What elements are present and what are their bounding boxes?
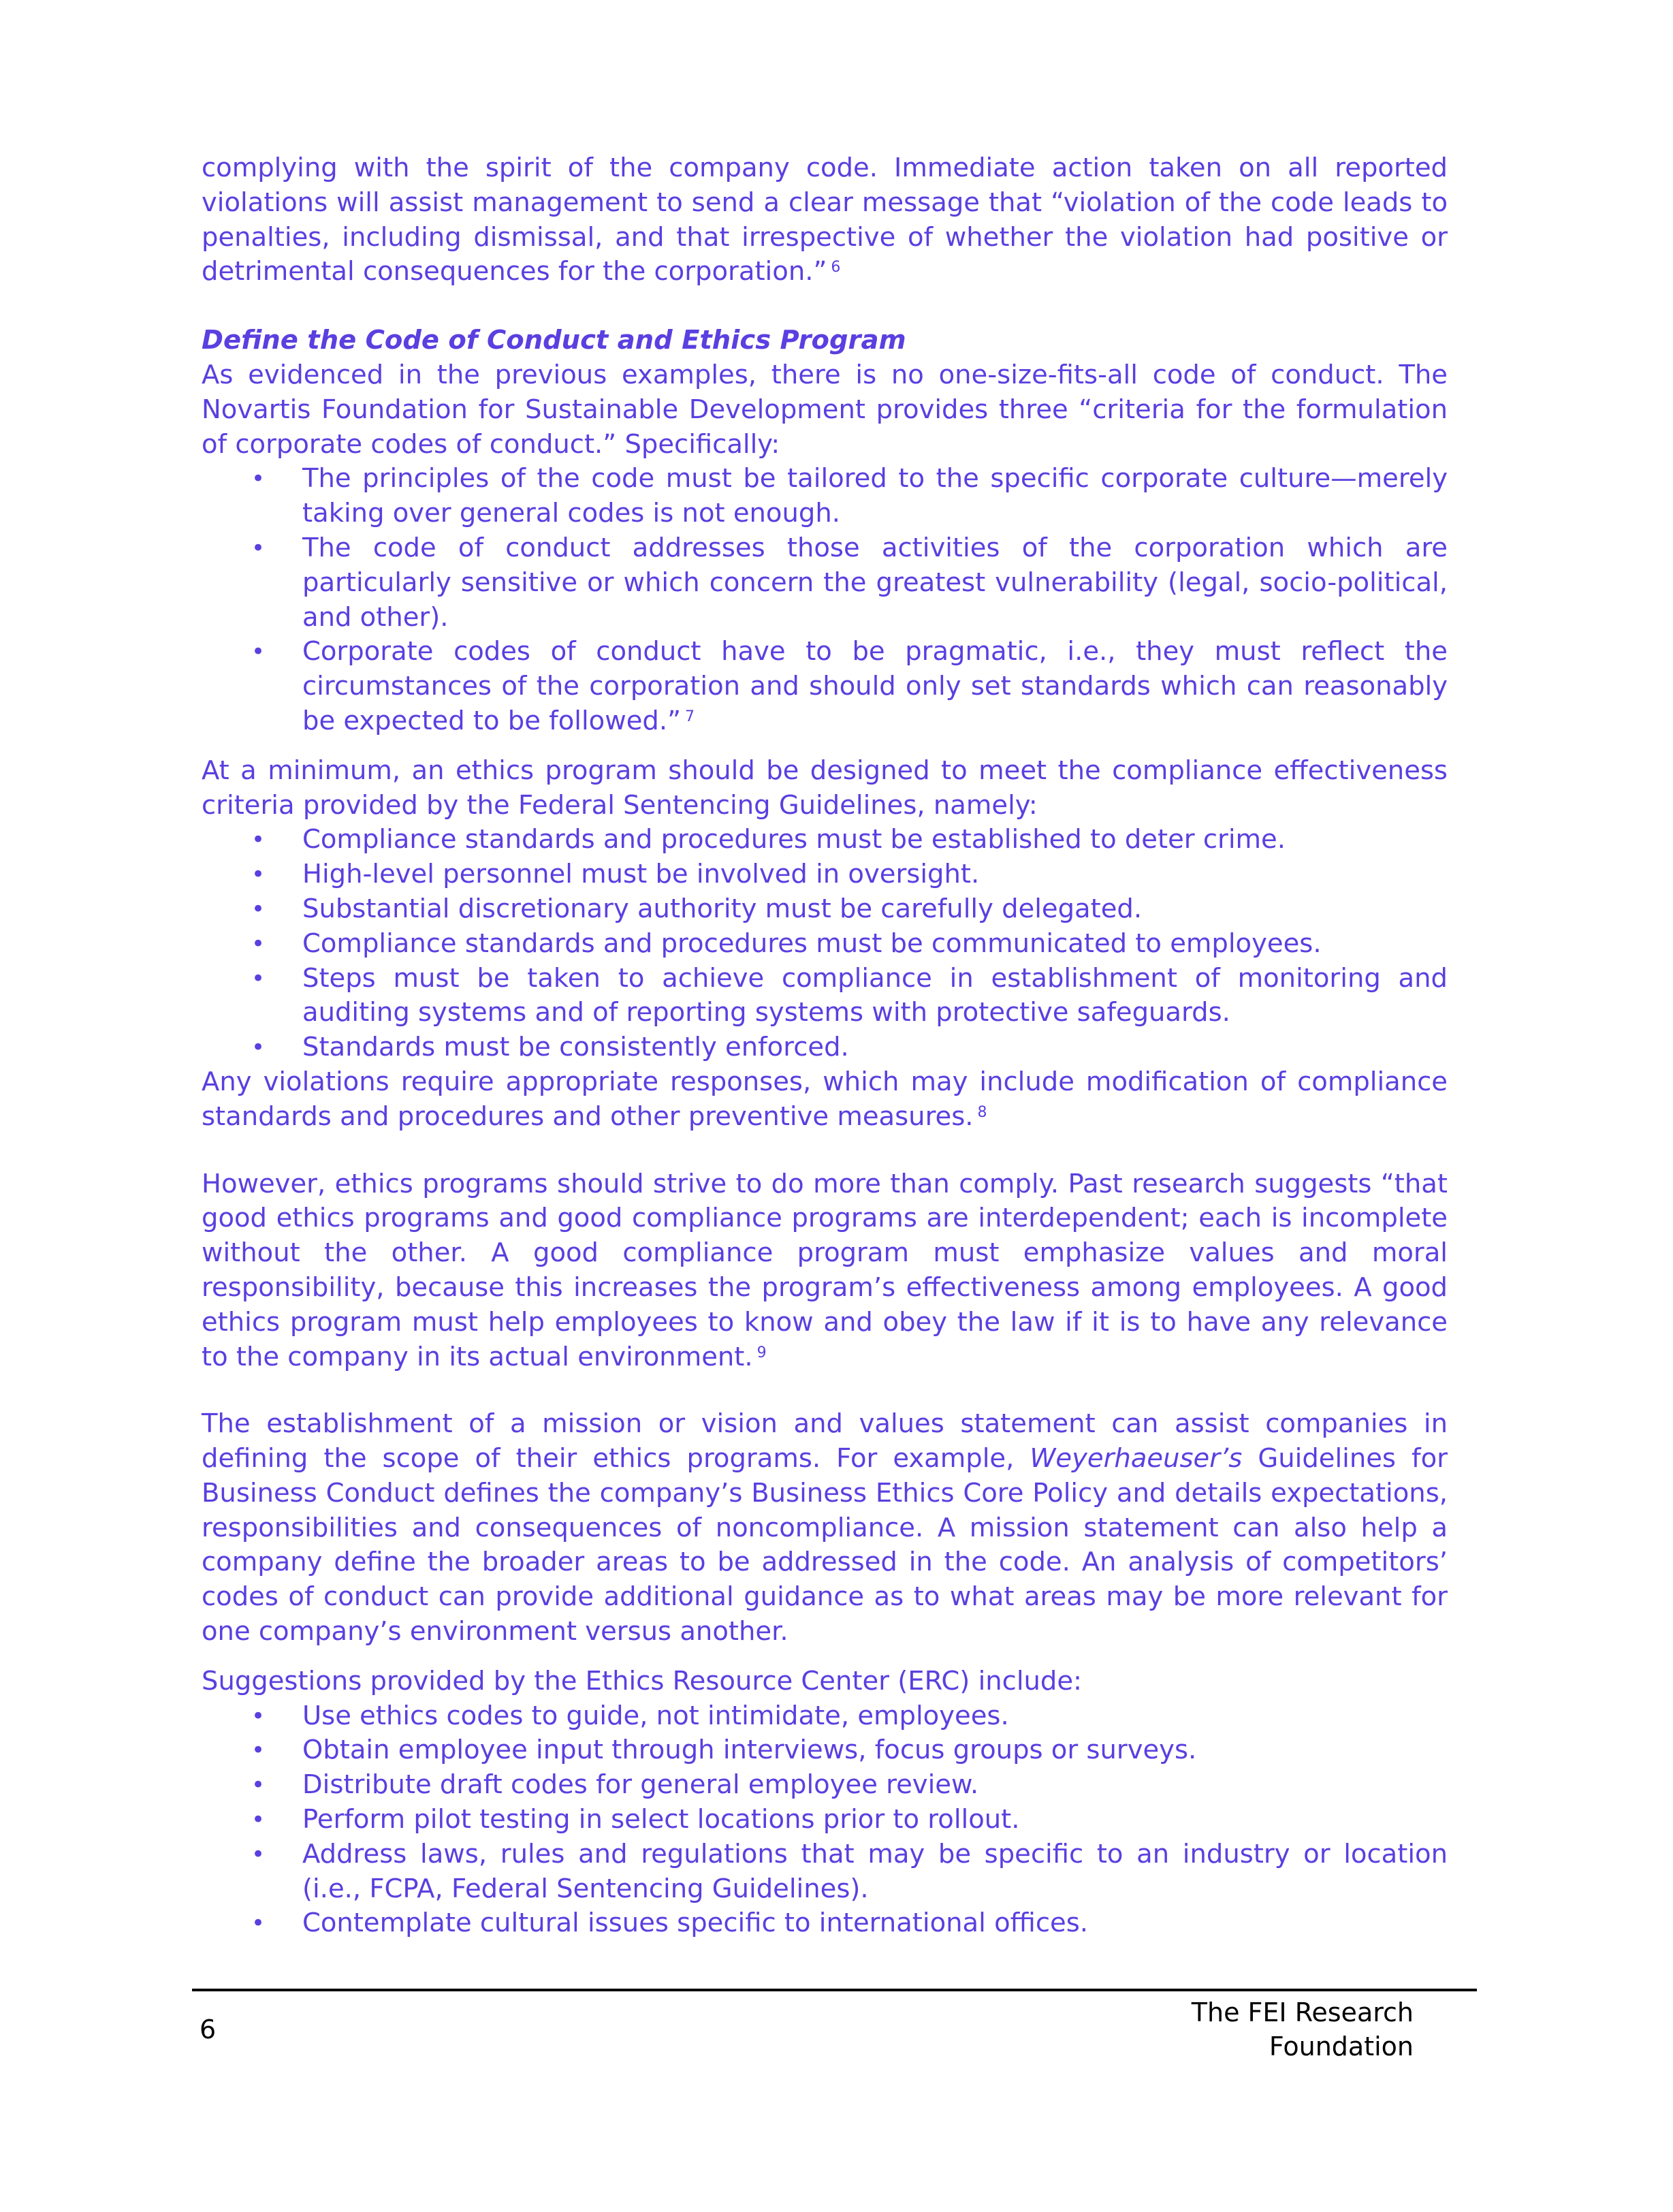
list-item: [202, 1733, 1448, 1768]
footer-divider: [192, 1989, 1477, 1991]
list-item-text: Contemplate cultural issues specific to international offices.: [302, 1908, 1089, 1939]
bullet-icon: •: [251, 1702, 266, 1730]
list-item: [202, 1837, 1448, 1907]
list-item: [202, 857, 1448, 892]
bullet-icon: •: [251, 1806, 266, 1834]
list-item: [202, 962, 1448, 1031]
however-paragraph: [202, 1167, 1448, 1375]
list-item-text: Address laws, rules and regulations that may be specific to an industry or location (i.e., FCPA, Federal Sentencing Guidelines).: [302, 1838, 1448, 1904]
bullet-icon: •: [251, 534, 266, 562]
list-item: [202, 892, 1448, 927]
footer-organization: The FEI Research Foundation: [1191, 1997, 1414, 2061]
list-item: [202, 462, 1448, 531]
mission-paragraph-part1: The establishment of a mission or vision and values statement can assist companies in defining the scope of their ethics programs. For example,: [202, 1408, 1448, 1474]
list-item: [202, 927, 1448, 962]
page-number: 6: [200, 2014, 217, 2044]
criteria-list: [202, 462, 1448, 738]
footnote-ref-9: 9: [756, 1344, 767, 1361]
list-item-text: The principles of the code must be tailored to the specific corporate culture—merely taking over general codes is not enough.: [302, 463, 1448, 529]
mission-paragraph-emphasis: Weyerhaeuser’s: [1030, 1443, 1243, 1474]
list-item-text: Substantial discretionary authority must be carefully delegated.: [302, 893, 1143, 924]
section-heading: Define the Code of Conduct and Ethics Program: [202, 325, 906, 356]
footnote-ref-8: 8: [977, 1103, 987, 1121]
intro-paragraph: [202, 151, 1448, 289]
bullet-icon: •: [251, 465, 266, 493]
list-item-text: Steps must be taken to achieve compliance in establishment of monitoring and auditing systems and of reporting systems with protective safeguards.: [302, 962, 1448, 1028]
list-item: [202, 1030, 1448, 1065]
list-item-text: The code of conduct addresses those activities of the corporation which are particularly sensitive or which concern the greatest vulnerability (legal, socio-political, and other).: [302, 532, 1448, 633]
erc-intro-paragraph: Suggestions provided by the Ethics Resource Center (ERC) include:: [202, 1665, 1083, 1696]
violations-paragraph-text: Any violations require appropriate responses, which may include modification of compliance standards and procedures and other preventive measures.: [202, 1066, 1448, 1132]
erc-suggestions-list: [202, 1699, 1448, 1942]
list-item-text: Standards must be consistently enforced.: [302, 1032, 849, 1063]
intro-paragraph-text: complying with the spirit of the company code. Immediate action taken on all reported violations will assist management to send a clear message that “violation of the code leads to penalties, including dismissal, and that irrespective of whether the violation had positive or detrimental consequences for the corporation.”: [202, 153, 1448, 287]
list-item-text: Compliance standards and procedures must be communicated to employees.: [302, 928, 1322, 959]
minimum-intro-paragraph: At a minimum, an ethics program should be designed to meet the compliance effectiveness criteria provided by the Federal Sentencing Guidelines, namely:: [202, 755, 1448, 821]
footnote-ref-7: 7: [685, 708, 695, 725]
page-body: [202, 151, 1448, 1941]
bullet-icon: •: [251, 964, 266, 992]
criteria-intro-paragraph: As evidenced in the previous examples, there is no one-size-fits-all code of conduct. The Novartis Foundation for Sustainable Development provides three “criteria for the formulation of corporate codes of conduct.” Specifically:: [202, 359, 1448, 460]
list-item: [202, 1803, 1448, 1837]
bullet-icon: •: [251, 1034, 266, 1062]
bullet-icon: •: [251, 895, 266, 923]
list-item: [202, 635, 1448, 738]
list-item-text: Use ethics codes to guide, not intimidate, employees.: [302, 1700, 1009, 1731]
bullet-icon: •: [251, 1737, 266, 1765]
footnote-ref-6: 6: [831, 259, 841, 276]
list-item: [202, 1906, 1448, 1941]
list-item: [202, 1768, 1448, 1803]
list-item-text: Distribute draft codes for general employee review.: [302, 1769, 979, 1801]
mission-paragraph: [202, 1407, 1448, 1649]
list-item: [202, 531, 1448, 635]
bullet-icon: •: [251, 638, 266, 666]
however-paragraph-text: However, ethics programs should strive to do more than comply. Past research suggests “that good ethics programs and good compliance programs are interdependent; each is incomplete without the other. A good compliance program must emphasize values and moral responsibility, because this increases the program’s effectiveness among employees. A good ethics program must help employees to know and obey the law if it is to have any relevance to the company in its actual environment.: [202, 1168, 1448, 1372]
minimum-criteria-list: [202, 823, 1448, 1065]
list-item-text: Corporate codes of conduct have to be pragmatic, i.e., they must reflect the circumstances of the corporation and should only set standards which can reasonably be expected to be followed.”: [302, 636, 1448, 736]
bullet-icon: •: [251, 930, 266, 958]
bullet-icon: •: [251, 1771, 266, 1799]
list-item: [202, 823, 1448, 857]
list-item-text: Compliance standards and procedures must be established to deter crime.: [302, 824, 1286, 855]
list-item-text: Perform pilot testing in select locations prior to rollout.: [302, 1804, 1020, 1835]
mission-paragraph-part2: Guidelines for Business Conduct defines the company’s Business Ethics Core Policy and details expectations, responsibilities and consequences of noncompliance. A mission statement can also help a company define the broader areas to be addressed in the code. An analysis of competitors’ codes of conduct can provide additional guidance as to what areas may be more relevant for one company’s environment versus another.: [202, 1443, 1448, 1647]
violations-paragraph: [202, 1065, 1448, 1135]
bullet-icon: •: [251, 1840, 266, 1868]
bullet-icon: •: [251, 826, 266, 854]
list-item: [202, 1699, 1448, 1734]
list-item-text: Obtain employee input through interviews, focus groups or surveys.: [302, 1735, 1197, 1766]
bullet-icon: •: [251, 861, 266, 889]
bullet-icon: •: [251, 1910, 266, 1938]
list-item-text: High-level personnel must be involved in oversight.: [302, 859, 980, 890]
